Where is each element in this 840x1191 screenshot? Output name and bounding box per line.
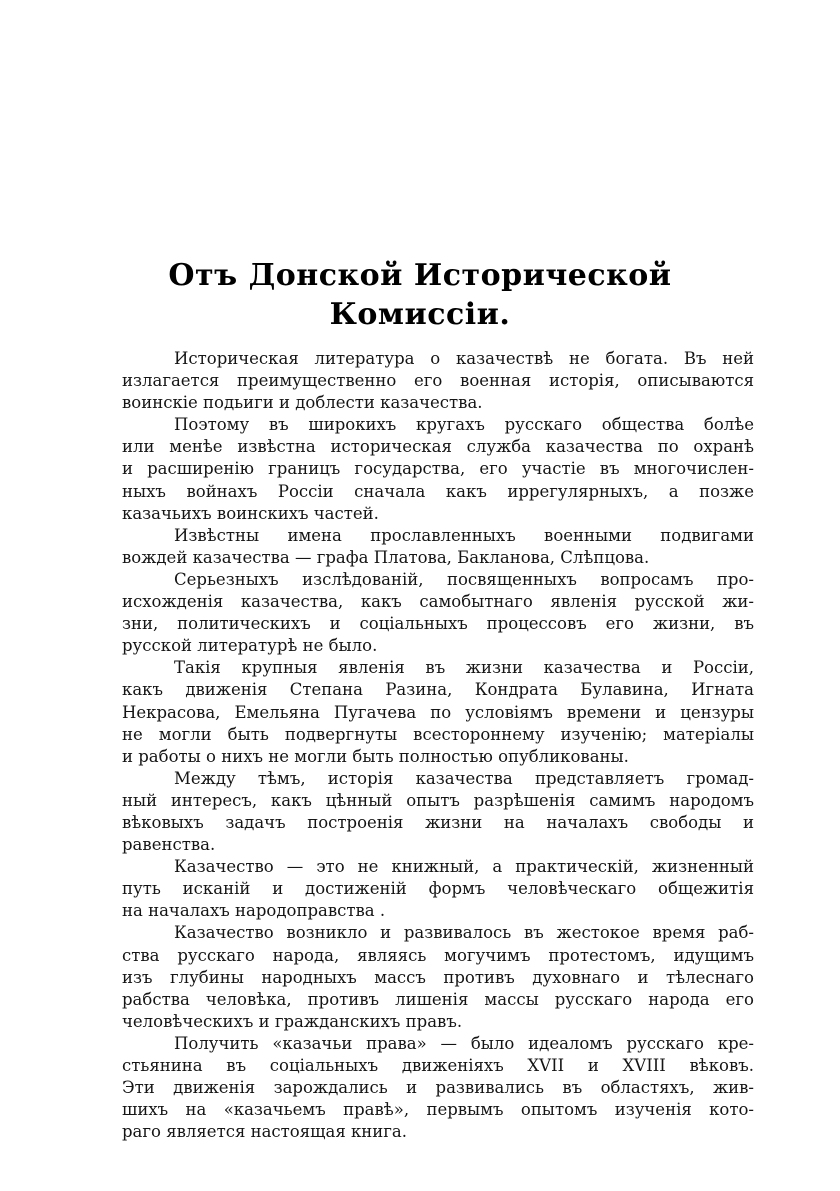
paragraph-line: стьянина въ соціальныхъ движеніяхъ XVII и XVIII вѣковъ. [122,1056,754,1075]
paragraph-line: ныхъ войнахъ Россіи сначала какъ иррегулярныхъ, а позже [122,481,754,501]
paragraph [122,348,754,414]
paragraph-line: или менѣе извѣстна историческая служба казачества по охранѣ [122,437,754,457]
paragraph-line: исхожденія казачества, какъ самобытнаго явленія русской жи- [122,592,754,612]
paragraph [122,768,754,856]
paragraph-line: ства русскаго народа, являясь могучимъ протестомъ, идущимъ [122,945,754,965]
paragraph-line: Поэтому въ широкихъ кругахъ русскаго общества болѣе [174,415,754,435]
paragraph [122,657,754,767]
paragraph-line: и расширенію границъ государства, его участіе въ многочислен- [122,459,754,479]
paragraph-line: Казачество — это не книжный, а практическій, жизненный [174,857,754,877]
page-title-line-2: Комиссіи. [329,297,511,332]
paragraph-line: Некрасова, Емельяна Пугачева по условіямъ времени и цензуры [122,702,754,722]
paragraph [122,922,754,1032]
paragraph [122,856,754,922]
paragraph-line: изъ глубины народныхъ массъ противъ духовнаго и тѣлеснаго [122,967,754,987]
paragraph-line: на началахъ народоправства . [122,901,386,921]
paragraph-line: и работы о нихъ не могли быть полностью опубликованы. [122,746,629,766]
paragraph-line: путь исканій и достиженій формъ человѣческаго общежитія [122,879,754,899]
paragraph [122,569,754,657]
paragraph-line: Эти движенія зарождались и развивались въ областяхъ, жив- [122,1078,754,1098]
document-body [122,348,754,1143]
paragraph-line: Между тѣмъ, исторія казачества представляетъ громад- [174,768,754,788]
paragraph-line: излагается преимущественно его военная исторія, описываются [122,371,754,391]
paragraph-line: вождей казачества — графа Платова, Бакланова, Слѣпцова. [122,547,650,567]
paragraph-line: Историческая литература о казачествѣ не богата. Въ ней [174,349,754,368]
paragraph-line: ный интересъ, какъ цѣнный опытъ разрѣшенія самимъ народомъ [122,790,754,810]
paragraph-line: Казачество возникло и развивалось въ жестокое время раб- [174,923,754,943]
paragraph-line: Такія крупныя явленія въ жизни казачества и Россіи, [174,658,754,678]
paragraph-line: не могли быть подвергнуты всестороннему изученію; матеріалы [122,724,754,744]
paragraph [122,1033,754,1143]
paragraph-line: казачьихъ воинскихъ частей. [122,503,379,523]
paragraph-line: раго является настоящая книга. [122,1122,408,1142]
paragraph-line: Извѣстны имена прославленныхъ военными подвигами [174,525,754,545]
paragraph-line: воинскіе подьиги и доблести казачества. [122,393,483,413]
paragraph [122,525,754,569]
paragraph-line: какъ движенія Степана Разина, Кондрата Булавина, Игната [122,680,754,700]
paragraph-line: зни, политическихъ и соціальныхъ процессовъ его жизни, въ [122,614,754,634]
paragraph-line: Серьезныхъ изслѣдованій, посвященныхъ вопросамъ про- [174,569,754,589]
paragraph-line: Получить «казачьи права» — было идеаломъ русскаго кре- [174,1033,754,1053]
paragraph-line: вѣковыхъ задачъ построенія жизни на началахъ свободы и [122,812,754,832]
paragraph-line: русской литературѣ не было. [122,636,378,656]
paragraph-line: человѣческихъ и гражданскихъ правъ. [122,1011,463,1031]
paragraph-line: шихъ на «казачьемъ правѣ», первымъ опытомъ изученія кото- [122,1100,754,1120]
paragraph-line: рабства человѣка, противъ лишенія массы русскаго народа его [122,989,754,1009]
paragraph-line: равенства. [122,835,216,855]
paragraph [122,414,754,524]
page-title-line-1: Отъ Донской Исторической [168,258,672,293]
